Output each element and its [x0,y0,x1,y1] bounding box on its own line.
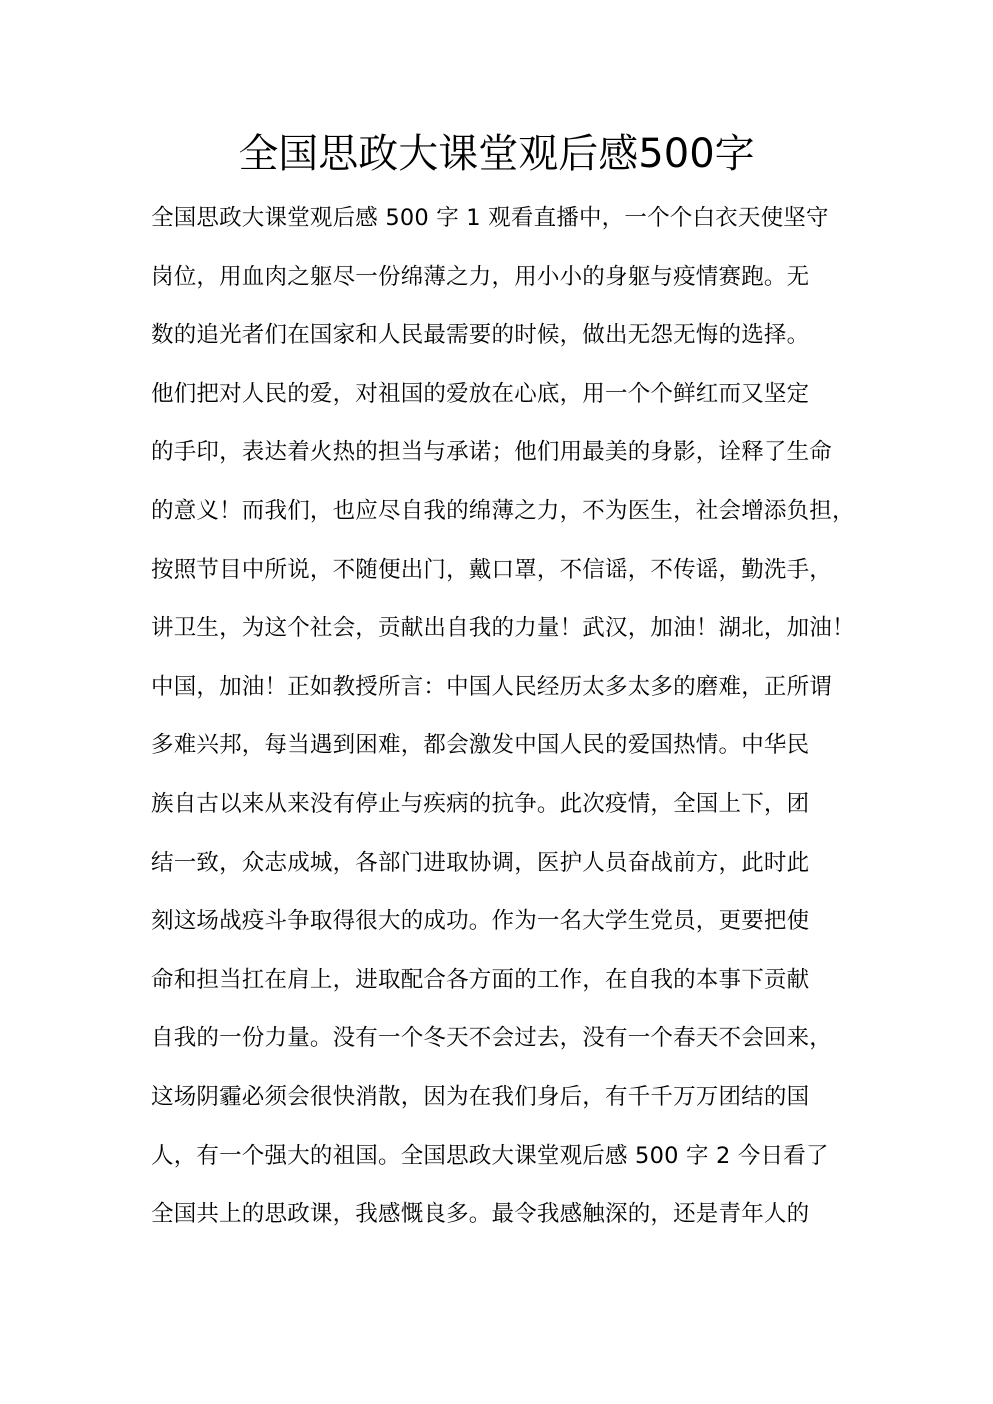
body-line: 结一致，众志成城，各部门进取协调，医护人员奋战前方，此时此 [151,849,810,876]
body-line: 命和担当扛在肩上，进取配合各方面的工作，在自我的本事下贡献 [151,966,810,993]
body-line: 人，有一个强大的祖国。全国思政大课堂观后感 500 字 2 今日看了 [151,1142,829,1169]
body-line: 自我的一份力量。没有一个冬天不会过去，没有一个春天不会回来， [151,1025,833,1052]
body-line: 全国思政大课堂观后感 500 字 1 观看直播中，一个个白衣天使坚守 [151,205,829,231]
body-line: 中国，加油！正如教授所言：中国人民经历太多太多的磨难，正所谓 [151,673,833,700]
body-line: 族自古以来从来没有停止与疾病的抗争。此次疫情，全国上下，团 [151,790,810,817]
body-line: 这场阴霾必须会很快消散，因为在我们身后，有千千万万团结的国 [151,1083,810,1110]
document-body [151,198,855,1253]
body-line: 的意义！而我们，也应尽自我的绵薄之力，不为医生，社会增添负担， [151,497,855,524]
document-title: 全国思政大课堂观后感500字 [238,131,755,177]
body-line: 刻这场战疫斗争取得很大的成功。作为一名大学生党员，更要把使 [151,908,810,935]
body-line: 全国共上的思政课，我感慨良多。最令我感触深的，还是青年人的 [151,1201,810,1228]
body-line: 岗位，用血肉之躯尽一份绵薄之力，用小小的身躯与疫情赛跑。无 [151,263,810,290]
body-line: 他们把对人民的爱，对祖国的爱放在心底，用一个个鲜红而又坚定 [151,380,810,407]
body-line: 按照节目中所说，不随便出门，戴口罩，不信谣，不传谣，勤洗手， [151,556,833,583]
body-line: 数的追光者们在国家和人民最需要的时候，做出无怨无悔的选择。 [151,322,810,349]
body-line: 讲卫生，为这个社会，贡献出自我的力量！武汉，加油！湖北，加油！ [151,615,855,642]
body-line: 的手印，表达着火热的担当与承诺；他们用最美的身影，诠释了生命 [151,439,833,466]
body-line: 多难兴邦，每当遇到困难，都会激发中国人民的爱国热情。中华民 [151,732,810,759]
